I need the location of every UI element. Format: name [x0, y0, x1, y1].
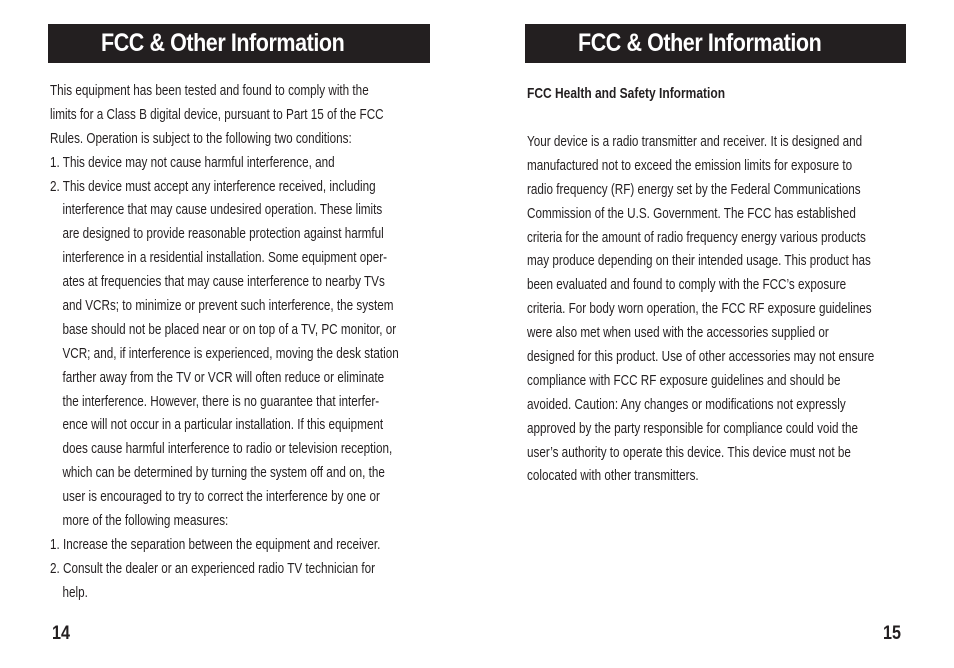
- text-line: been evaluated and found to comply with the FCC’s exposure: [527, 276, 847, 294]
- text-line: VCR; and, if interference is experienced, moving the desk station: [62, 344, 399, 362]
- text-line: criteria for the amount of radio frequency energy various products: [527, 228, 866, 246]
- text-line: This equipment has been tested and found to comply with the: [50, 82, 369, 99]
- text-line: Rules. Operation is subject to the following two conditions:: [50, 129, 352, 147]
- text-line: interference in a residential installation. Some equipment oper-: [62, 249, 388, 267]
- text-line: avoided. Caution: Any changes or modifications not expressly: [527, 395, 846, 413]
- text-line: user’s authority to operate this device. This device must not be: [527, 443, 851, 461]
- section-title: FCC & Other Information: [101, 29, 345, 57]
- text-line: base should not be placed near or on top of a TV, PC monitor, or: [62, 320, 397, 338]
- text-line: were also met when used with the accessories supplied or: [527, 324, 829, 342]
- text-line: user is encouraged to try to correct the interference by one or: [62, 488, 380, 506]
- text-line: which can be determined by turning the system off and on, the: [62, 464, 385, 482]
- body-text: [527, 130, 874, 488]
- text-line: 2. Consult the dealer or an experienced radio TV technician for: [50, 559, 375, 577]
- text-line: ence will not occur in a particular installation. If this equipment: [62, 416, 384, 434]
- text-line: help.: [62, 583, 88, 601]
- text-line: 2. This device must accept any interference received, including: [50, 177, 376, 195]
- text-line: the interference. However, there is no guarantee that interfer-: [62, 392, 380, 410]
- text-line: Commission of the U.S. Government. The FCC has established: [527, 204, 856, 222]
- text-line: designed for this product. Use of other accessories may not ensure: [527, 348, 875, 366]
- text-line: may produce depending on their intended usage. This product has: [527, 252, 871, 270]
- text-line: and VCRs; to minimize or prevent such interference, the system: [62, 297, 394, 315]
- text-line: farther away from the TV or VCR will often reduce or eliminate: [62, 368, 385, 386]
- text-line: 1. Increase the separation between the equipment and receiver.: [50, 535, 381, 553]
- text-line: 1. This device may not cause harmful interference, and: [50, 153, 335, 171]
- text-line: criteria. For body worn operation, the FCC RF exposure guidelines: [527, 300, 872, 318]
- text-line: more of the following measures:: [62, 512, 229, 530]
- text-line: are designed to provide reasonable protection against harmful: [62, 225, 384, 243]
- text-line: approved by the party responsible for compliance could void the: [527, 419, 859, 437]
- text-line: interference that may cause undesired operation. These limits: [62, 201, 383, 219]
- section-banner: [48, 24, 430, 63]
- text-line: compliance with FCC RF exposure guidelines and should be: [527, 371, 841, 389]
- text-line: does cause harmful interference to radio or television reception,: [62, 440, 393, 458]
- subsection-heading: FCC Health and Safety Information: [527, 85, 726, 102]
- right-page: [477, 0, 954, 668]
- section-title: FCC & Other Information: [578, 29, 822, 57]
- text-line: Your device is a radio transmitter and receiver. It is designed and: [527, 133, 863, 150]
- page-number: 15: [883, 623, 901, 644]
- text-line: manufactured not to exceed the emission limits for exposure to: [527, 156, 853, 174]
- text-line: radio frequency (RF) energy set by the Federal Communications: [527, 180, 861, 198]
- text-line: colocated with other transmitters.: [527, 467, 699, 485]
- section-banner: [525, 24, 906, 63]
- page-number: 14: [52, 623, 70, 644]
- text-line: limits for a Class B digital device, pursuant to Part 15 of the FCC: [50, 105, 384, 123]
- body-text: [50, 79, 399, 605]
- text-line: ates at frequencies that may cause interference to nearby TVs: [62, 273, 385, 291]
